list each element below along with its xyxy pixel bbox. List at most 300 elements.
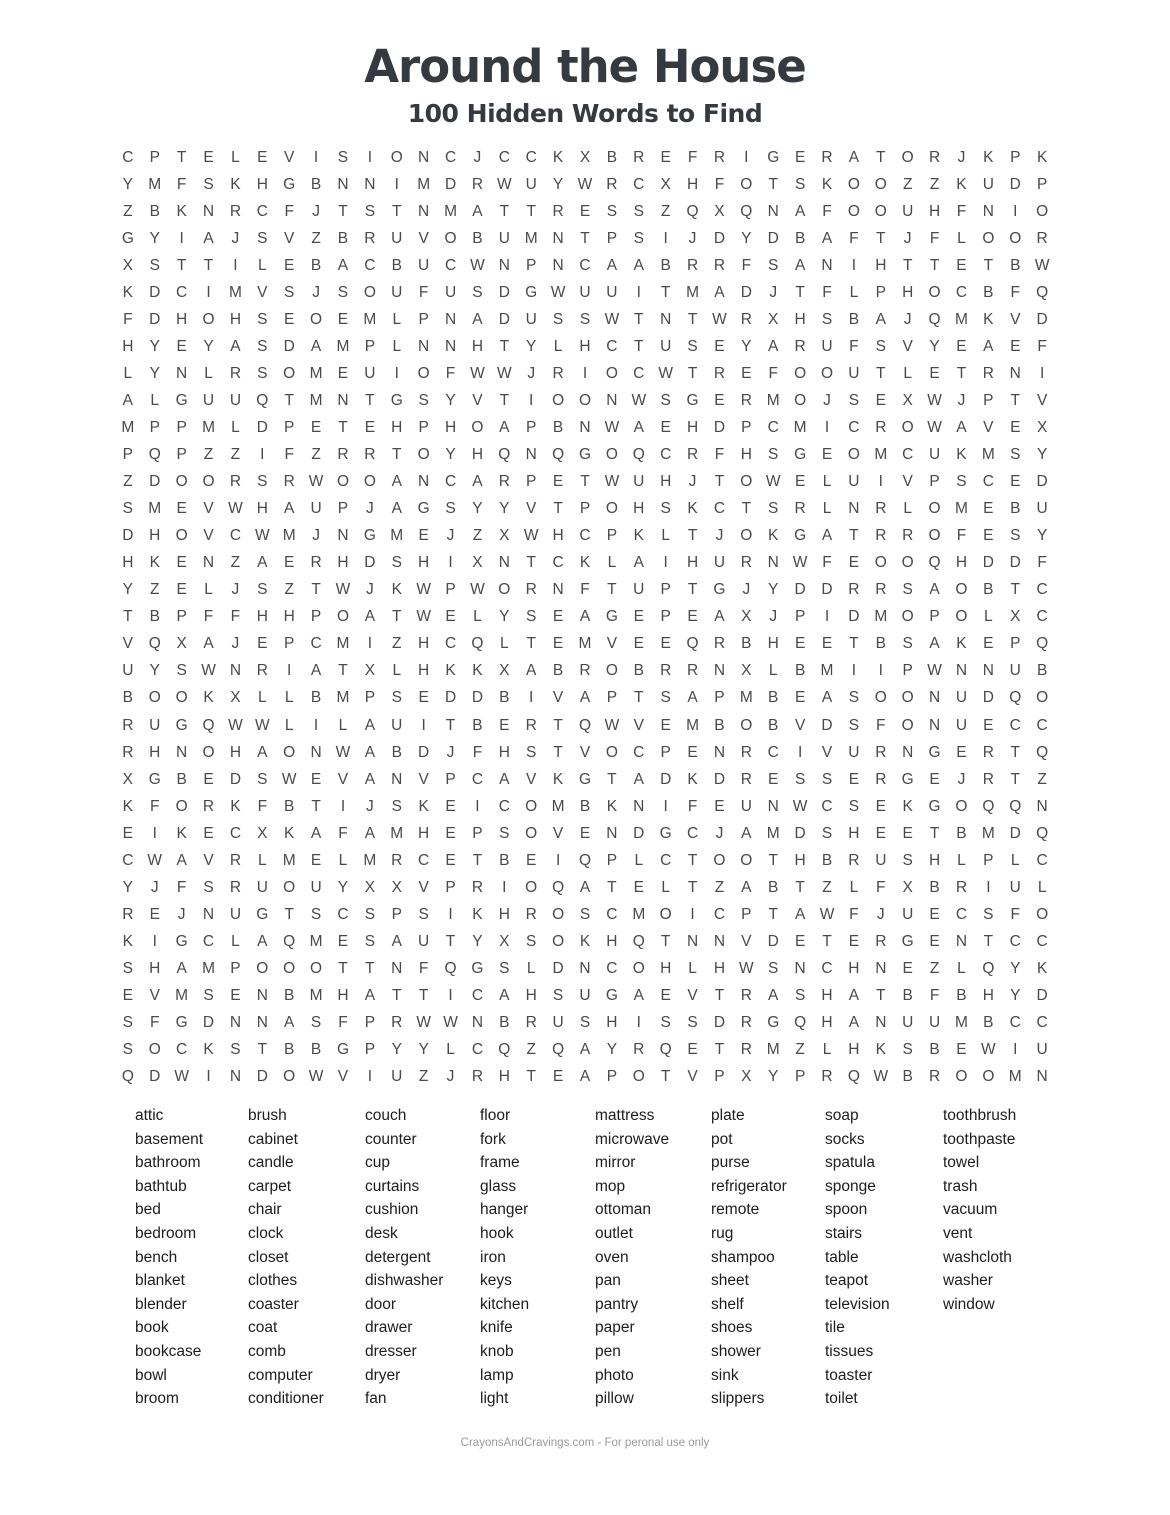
word-item: clothes	[248, 1272, 298, 1290]
grid-cell: W	[254, 716, 270, 734]
grid-cell: I	[636, 1014, 641, 1032]
grid-cell: W	[174, 1068, 189, 1086]
grid-cell: A	[848, 1014, 860, 1032]
grid-cell: X	[741, 662, 752, 680]
grid-cell: D	[149, 473, 161, 491]
grid-cell: N	[713, 662, 726, 680]
grid-cell: L	[984, 608, 993, 626]
footer-credit: CrayonsAndCravings.com - For peronal use only	[460, 1437, 710, 1449]
grid-cell: U	[848, 364, 860, 382]
grid-cell: K	[122, 932, 134, 950]
grid-cell: S	[257, 310, 268, 328]
grid-cell: C	[202, 932, 215, 950]
word-item: sink	[711, 1366, 739, 1384]
grid-cell: O	[202, 743, 215, 761]
grid-cell: H	[471, 337, 484, 355]
grid-cell: Y	[606, 1041, 618, 1059]
grid-cell: V	[902, 473, 913, 491]
grid-cell: C	[1036, 608, 1048, 626]
grid-cell: R	[740, 554, 752, 572]
grid-cell: C	[821, 797, 833, 815]
grid-cell: M	[686, 283, 700, 301]
grid-cell: W	[470, 581, 485, 599]
grid-cell: R	[364, 229, 376, 247]
grid-cell: D	[1009, 554, 1021, 572]
grid-cell: P	[418, 310, 429, 328]
grid-cell: K	[983, 310, 994, 328]
grid-cell: O	[552, 932, 565, 950]
grid-cell: R	[498, 473, 510, 491]
grid-cell: F	[849, 337, 859, 355]
grid-cell: O	[525, 824, 538, 842]
grid-cell: B	[741, 635, 752, 653]
grid-cell: A	[364, 770, 376, 788]
word-item: counter	[365, 1130, 417, 1148]
grid-cell: B	[499, 1014, 510, 1032]
grid-cell: S	[606, 202, 618, 220]
grid-cell: K	[230, 797, 241, 815]
word-item: washcloth	[943, 1248, 1012, 1266]
grid-cell: V	[418, 878, 429, 896]
grid-cell: Q	[471, 635, 484, 653]
word-item: candle	[248, 1154, 294, 1172]
word-item: coat	[248, 1319, 278, 1337]
grid-cell: K	[552, 770, 564, 788]
grid-cell: R	[686, 446, 699, 464]
word-item: fan	[365, 1390, 387, 1408]
grid-cell: N	[471, 1014, 484, 1032]
grid-cell: E	[821, 446, 833, 464]
grid-cell: O	[471, 418, 484, 436]
grid-cell: G	[148, 770, 161, 788]
grid-cell: M	[282, 527, 296, 545]
grid-cell: U	[552, 1014, 564, 1032]
grid-cell: U	[525, 310, 537, 328]
grid-cell: I	[663, 797, 668, 815]
grid-cell: K	[579, 554, 591, 572]
grid-cell: N	[525, 446, 537, 464]
grid-cell: E	[848, 554, 860, 572]
word-item: rug	[711, 1224, 734, 1242]
grid-cell: A	[633, 770, 644, 788]
grid-cell: T	[338, 202, 348, 220]
grid-cell: T	[338, 959, 348, 977]
grid-cell: R	[902, 527, 914, 545]
grid-cell: D	[471, 689, 484, 707]
grid-cell: W	[927, 418, 942, 436]
grid-cell: T	[795, 283, 805, 301]
grid-cell: R	[229, 202, 242, 220]
grid-cell: F	[1037, 554, 1047, 572]
grid-cell: A	[821, 689, 833, 707]
grid-cell: A	[257, 743, 268, 761]
grid-cell: X	[660, 175, 671, 193]
grid-cell: S	[122, 959, 134, 977]
grid-cell: C	[310, 635, 322, 653]
grid-cell: H	[552, 527, 564, 545]
grid-cell: D	[633, 824, 645, 842]
grid-cell: E	[284, 554, 295, 572]
grid-cell: S	[122, 500, 134, 518]
grid-cell: F	[687, 148, 698, 166]
grid-cell: R	[283, 473, 295, 491]
grid-cell: C	[471, 986, 484, 1004]
grid-cell: P	[714, 689, 725, 707]
grid-cell: P	[794, 1068, 806, 1086]
grid-cell: T	[472, 851, 483, 869]
grid-cell: A	[714, 283, 725, 301]
grid-cell: I	[1013, 1041, 1018, 1059]
grid-cell: T	[607, 878, 617, 896]
grid-cell: R	[686, 662, 699, 680]
grid-cell: C	[606, 337, 618, 355]
grid-cell: P	[337, 500, 349, 518]
word-item: iron	[480, 1248, 506, 1266]
grid-cell: J	[769, 608, 778, 626]
grid-cell: B	[499, 689, 510, 707]
grid-cell: E	[445, 851, 456, 869]
grid-cell: M	[981, 446, 995, 464]
grid-cell: O	[363, 473, 376, 491]
grid-cell: E	[875, 391, 886, 409]
grid-cell: P	[149, 418, 160, 436]
grid-cell: E	[660, 986, 671, 1004]
grid-cell: G	[605, 608, 618, 626]
grid-cell: Y	[149, 662, 160, 680]
grid-cell: S	[391, 797, 402, 815]
grid-cell: H	[176, 310, 188, 328]
grid-cell: G	[175, 932, 188, 950]
grid-cell: L	[338, 851, 348, 869]
grid-cell: C	[1036, 581, 1048, 599]
grid-cell: O	[148, 1041, 161, 1059]
grid-cell: Q	[632, 446, 645, 464]
grid-cell: O	[417, 446, 430, 464]
grid-cell: A	[794, 256, 806, 274]
grid-cell: S	[983, 905, 994, 923]
grid-cell: D	[256, 1068, 268, 1086]
grid-cell: W	[819, 905, 835, 923]
grid-cell: D	[848, 608, 860, 626]
grid-cell: I	[340, 797, 346, 815]
grid-cell: S	[848, 391, 860, 409]
grid-cell: N	[337, 391, 349, 409]
grid-cell: P	[929, 473, 940, 491]
grid-cell: W	[228, 500, 243, 518]
grid-cell: M	[202, 959, 215, 977]
word-list-column	[365, 1104, 480, 1411]
grid-cell: C	[633, 364, 645, 382]
grid-cell: R	[875, 932, 887, 950]
grid-cell: D	[498, 310, 510, 328]
grid-cell: T	[876, 148, 886, 166]
grid-cell: W	[873, 1068, 889, 1086]
grid-cell: C	[1036, 716, 1048, 734]
grid-cell: H	[686, 418, 699, 436]
grid-cell: F	[956, 202, 967, 220]
grid-cell: Z	[311, 446, 321, 464]
grid-cell: S	[176, 662, 187, 680]
grid-cell: A	[929, 635, 940, 653]
grid-cell: B	[310, 689, 322, 707]
grid-cell: X	[364, 662, 376, 680]
word-item: bathroom	[135, 1154, 201, 1172]
grid-cell: I	[1039, 364, 1045, 382]
grid-cell: G	[767, 1014, 780, 1032]
grid-cell: C	[606, 905, 618, 923]
grid-cell: F	[687, 797, 698, 815]
grid-cell: H	[686, 554, 699, 572]
grid-cell: B	[902, 1068, 913, 1086]
grid-cell: F	[257, 797, 268, 815]
word-item: door	[365, 1295, 397, 1313]
word-item: comb	[248, 1342, 286, 1360]
grid-cell: T	[553, 716, 563, 734]
grid-cell: Y	[741, 337, 752, 355]
grid-cell: M	[874, 446, 888, 464]
grid-cell: P	[606, 851, 618, 869]
grid-cell: N	[767, 554, 779, 572]
word-item: refrigerator	[711, 1177, 787, 1195]
grid-cell: B	[633, 662, 644, 680]
word-item: teapot	[825, 1272, 869, 1290]
grid-cell: M	[309, 391, 323, 409]
grid-cell: C	[122, 148, 134, 166]
grid-cell: S	[552, 986, 564, 1004]
grid-cell: R	[525, 1014, 537, 1032]
grid-cell: Q	[928, 554, 941, 572]
grid-cell: A	[579, 608, 591, 626]
grid-cell: W	[147, 851, 163, 869]
grid-cell: T	[392, 986, 402, 1004]
grid-cell: K	[579, 932, 591, 950]
word-item: purse	[711, 1154, 750, 1172]
word-item: washer	[943, 1272, 993, 1290]
grid-cell: M	[228, 283, 242, 301]
grid-cell: X	[176, 635, 187, 653]
grid-cell: O	[283, 364, 296, 382]
grid-cell: S	[499, 959, 510, 977]
grid-cell: I	[878, 662, 883, 680]
grid-cell: J	[231, 635, 240, 653]
grid-cell: D	[660, 770, 672, 788]
grid-cell: S	[660, 500, 671, 518]
grid-cell: V	[1036, 391, 1048, 409]
word-item: table	[825, 1248, 859, 1266]
grid-cell: O	[1036, 689, 1049, 707]
grid-cell: E	[983, 500, 994, 518]
word-item: glass	[480, 1177, 517, 1195]
grid-cell: G	[175, 1014, 188, 1032]
grid-cell: C	[848, 418, 860, 436]
grid-cell: U	[740, 797, 752, 815]
grid-cell: Z	[929, 959, 940, 977]
grid-cell: L	[957, 851, 966, 869]
grid-cell: T	[284, 391, 294, 409]
grid-cell: E	[660, 635, 671, 653]
grid-cell: I	[394, 364, 399, 382]
grid-cell: X	[391, 878, 402, 896]
word-item: stairs	[825, 1224, 863, 1242]
grid-cell: P	[875, 283, 886, 301]
grid-cell: N	[229, 1014, 242, 1032]
grid-cell: L	[822, 473, 832, 491]
word-list-column	[248, 1104, 365, 1411]
grid-cell: V	[1010, 310, 1021, 328]
grid-cell: N	[391, 770, 403, 788]
grid-cell: G	[121, 229, 134, 247]
grid-cell: T	[338, 662, 348, 680]
grid-cell: O	[605, 743, 618, 761]
grid-cell: L	[231, 148, 240, 166]
grid-cell: V	[526, 500, 537, 518]
grid-cell: X	[472, 554, 483, 572]
grid-cell: S	[794, 986, 806, 1004]
grid-cell: R	[202, 797, 215, 815]
word-item: pen	[595, 1342, 621, 1360]
grid-cell: A	[741, 878, 752, 896]
grid-cell: Z	[123, 473, 133, 491]
grid-cell: J	[742, 581, 751, 599]
grid-cell: X	[230, 689, 241, 707]
grid-cell: H	[418, 635, 430, 653]
grid-cell: D	[1036, 986, 1048, 1004]
grid-cell: V	[983, 418, 994, 436]
grid-cell: V	[203, 500, 214, 518]
grid-cell: M	[444, 202, 458, 220]
grid-cell: A	[579, 1041, 591, 1059]
grid-cell: P	[176, 608, 187, 626]
grid-cell: R	[713, 256, 726, 274]
grid-cell: O	[632, 1068, 645, 1086]
grid-cell: R	[391, 1014, 403, 1032]
word-item: tissues	[825, 1342, 874, 1360]
grid-cell: D	[444, 175, 457, 193]
grid-cell: Y	[472, 932, 483, 950]
grid-cell: O	[605, 446, 618, 464]
grid-cell: Q	[498, 446, 511, 464]
grid-cell: A	[633, 256, 644, 274]
grid-cell: K	[284, 824, 295, 842]
grid-cell: R	[552, 202, 564, 220]
grid-cell: R	[713, 635, 726, 653]
grid-cell: R	[848, 581, 860, 599]
grid-cell: N	[848, 500, 860, 518]
grid-cell: G	[525, 283, 538, 301]
grid-cell: D	[256, 418, 268, 436]
grid-cell: M	[175, 986, 189, 1004]
grid-cell: C	[579, 256, 591, 274]
word-item: book	[135, 1319, 169, 1337]
grid-cell: Z	[203, 446, 214, 464]
grid-cell: W	[443, 1014, 458, 1032]
grid-cell: T	[123, 608, 133, 626]
grid-cell: O	[175, 797, 188, 815]
grid-cell: W	[927, 391, 942, 409]
grid-cell: S	[337, 148, 349, 166]
grid-cell: E	[579, 202, 591, 220]
grid-cell: M	[551, 797, 565, 815]
grid-cell: O	[552, 391, 565, 409]
grid-cell: P	[472, 824, 483, 842]
grid-cell: A	[633, 418, 644, 436]
grid-cell: S	[579, 1014, 591, 1032]
grid-cell: K	[230, 175, 241, 193]
grid-cell: T	[311, 797, 321, 815]
grid-cell: O	[336, 473, 350, 491]
grid-cell: T	[1010, 391, 1020, 409]
grid-cell: N	[418, 148, 430, 166]
grid-cell: U	[1036, 500, 1048, 518]
grid-cell: N	[176, 743, 188, 761]
grid-cell: R	[740, 1041, 752, 1059]
grid-cell: T	[795, 878, 805, 896]
grid-cell: T	[687, 310, 698, 328]
grid-cell: V	[687, 986, 698, 1004]
grid-cell: H	[525, 986, 537, 1004]
grid-cell: C	[955, 905, 968, 923]
grid-cell: I	[824, 418, 830, 436]
grid-cell: N	[552, 229, 564, 247]
grid-cell: Y	[1010, 959, 1021, 977]
grid-cell: E	[257, 148, 268, 166]
grid-cell: T	[634, 310, 644, 328]
grid-cell: T	[203, 256, 214, 274]
grid-cell: S	[499, 824, 510, 842]
grid-cell: I	[636, 283, 641, 301]
grid-cell: L	[822, 500, 832, 518]
grid-cell: K	[203, 1041, 214, 1059]
grid-cell: N	[256, 1014, 268, 1032]
grid-cell: Q	[982, 797, 995, 815]
grid-cell: T	[660, 932, 671, 950]
grid-cell: T	[176, 256, 187, 274]
grid-cell: L	[204, 364, 213, 382]
word-item: plate	[711, 1107, 745, 1124]
grid-cell: T	[418, 986, 429, 1004]
grid-cell: S	[257, 473, 268, 491]
word-item: sponge	[825, 1177, 876, 1195]
grid-cell: T	[526, 635, 536, 653]
grid-cell: I	[663, 554, 668, 572]
grid-cell: T	[257, 1041, 268, 1059]
grid-cell: X	[741, 608, 752, 626]
grid-cell: S	[875, 337, 886, 355]
grid-cell: O	[1036, 202, 1049, 220]
grid-cell: L	[446, 1041, 455, 1059]
word-item: microwave	[595, 1130, 670, 1148]
grid-cell: D	[283, 337, 295, 355]
grid-cell: T	[392, 608, 402, 626]
grid-cell: H	[391, 418, 403, 436]
grid-cell: R	[848, 851, 860, 869]
grid-cell: I	[851, 662, 857, 680]
grid-cell: U	[229, 391, 242, 409]
grid-cell: C	[633, 175, 645, 193]
grid-cell: F	[876, 878, 886, 896]
word-list	[135, 1104, 1073, 1411]
grid-cell: N	[579, 959, 591, 977]
grid-cell: Y	[929, 337, 940, 355]
grid-cell: I	[744, 148, 749, 166]
grid-cell: R	[229, 473, 242, 491]
grid-cell: C	[256, 202, 268, 220]
grid-cell: B	[929, 878, 940, 896]
grid-cell: K	[472, 662, 483, 680]
grid-cell: L	[338, 716, 348, 734]
grid-cell: R	[471, 1068, 484, 1086]
grid-cell: M	[955, 1014, 968, 1032]
